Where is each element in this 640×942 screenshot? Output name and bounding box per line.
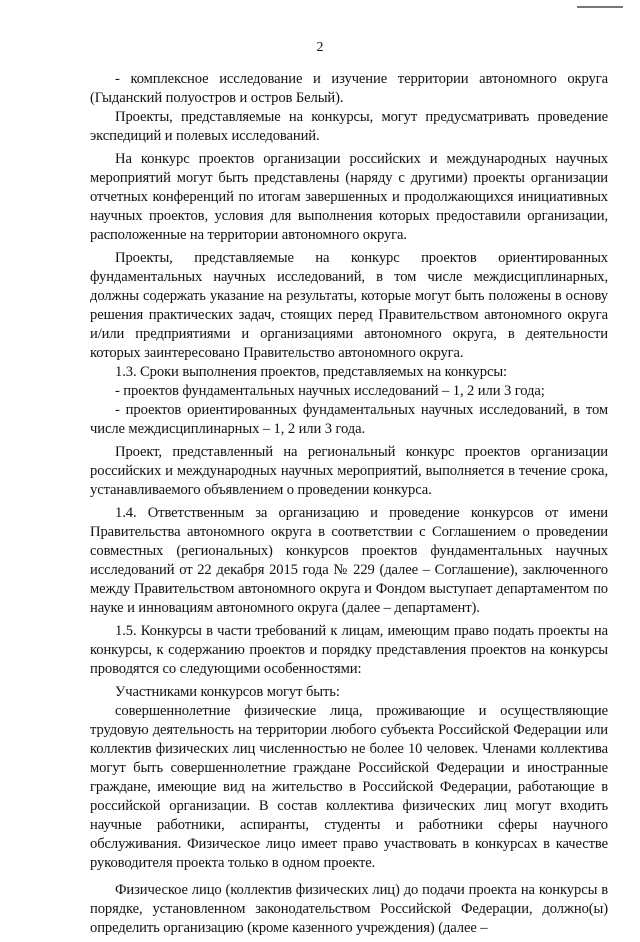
section-1-5: 1.5. Конкурсы в части требований к лицам, имеющим право подать проекты на конкурсы, к содержанию проектов и порядку представления проектов на конкурсы проводятся со следующими особенностями: (90, 623, 608, 677)
paragraph-list-item-territory: - комплексное исследование и изучение территории автономного округа (Гыданский полуостров и остров Белый). (90, 71, 608, 106)
paragraph-term-fundamental: - проектов фундаментальных научных исследований – 1, 2 или 3 года; (115, 383, 545, 399)
document-body (90, 70, 608, 942)
paragraph-conference-projects: На конкурс проектов организации российских и международных научных мероприятий могут быть представлены (наряду с другими) проекты организации отчетных конференций по итогам завершенных и продолжающихся инициативных научных проектов, условия для выполнения которых предоставили организации, расположенные на территории автономного округа. (90, 151, 608, 243)
scan-edge-mark (577, 6, 623, 8)
paragraph-event-project-term: Проект, представленный на региональный конкурс проектов организации российских и международных научных мероприятий, выполняется в течение срока, устанавливаемого объявлением о проведении конкурса. (90, 444, 608, 498)
page-number: 2 (316, 40, 324, 55)
section-1-4: 1.4. Ответственным за организацию и проведение конкурсов от имени Правительства автономного округа в соответствии с Соглашением о проведении совместных (региональных) конкурсов проектов фундаментальных научных исследований от 22 декабря 2015 года № 229 (далее – Соглашение), заключенного между Правительством автономного округа и Фондом выступает департаментом по науке и инновациям автономного округа (далее – департамент). (90, 505, 608, 616)
paragraph-organization-selection: Физическое лицо (коллектив физических лиц) до подачи проекта на конкурсы в порядке, установленном законодательством Российской Федерации, должно(ы) определить организацию (кроме казенного учреждения) (далее – (90, 882, 608, 936)
paragraph-expeditions: Проекты, представляемые на конкурсы, могут предусматривать проведение экспедиций и полевых исследований. (90, 109, 608, 144)
paragraph-oriented-research: Проекты, представляемые на конкурс проектов ориентированных фундаментальных научных исследований, в том числе междисциплинарных, должны содержать указание на результаты, которые могут быть положены в основу решения практических задач, стоящих перед Правительством автономного округа и/или предприятиями и организациями автономного округа, в деятельности которых заинтересовано Правительство автономного округа. (90, 250, 608, 361)
paragraph-participants-description: совершеннолетние физические лица, проживающие и осуществляющие трудовую деятельность на территории любого субъекта Российской Федерации или коллектив физических лиц численностью не более 10 человек. Членами коллектива могут быть совершеннолетние граждане Российской Федерации и иностранные граждане, имеющие вид на жительство в Российской Федерации, работающие в российской организации. В состав коллектива физических лиц могут входить научные работники, аспиранты, студенты и работники сферы научного обслуживания. Физическое лицо имеет право участвовать в конкурсах в качестве руководителя проекта только в одном проекте. (90, 703, 608, 871)
section-1-3-heading: 1.3. Сроки выполнения проектов, представляемых на конкурсы: (115, 364, 507, 380)
paragraph-term-oriented: - проектов ориентированных фундаментальных научных исследований, в том числе междисциплинарных – 1, 2 или 3 года. (90, 402, 608, 437)
paragraph-participants-heading: Участниками конкурсов могут быть: (115, 684, 340, 700)
